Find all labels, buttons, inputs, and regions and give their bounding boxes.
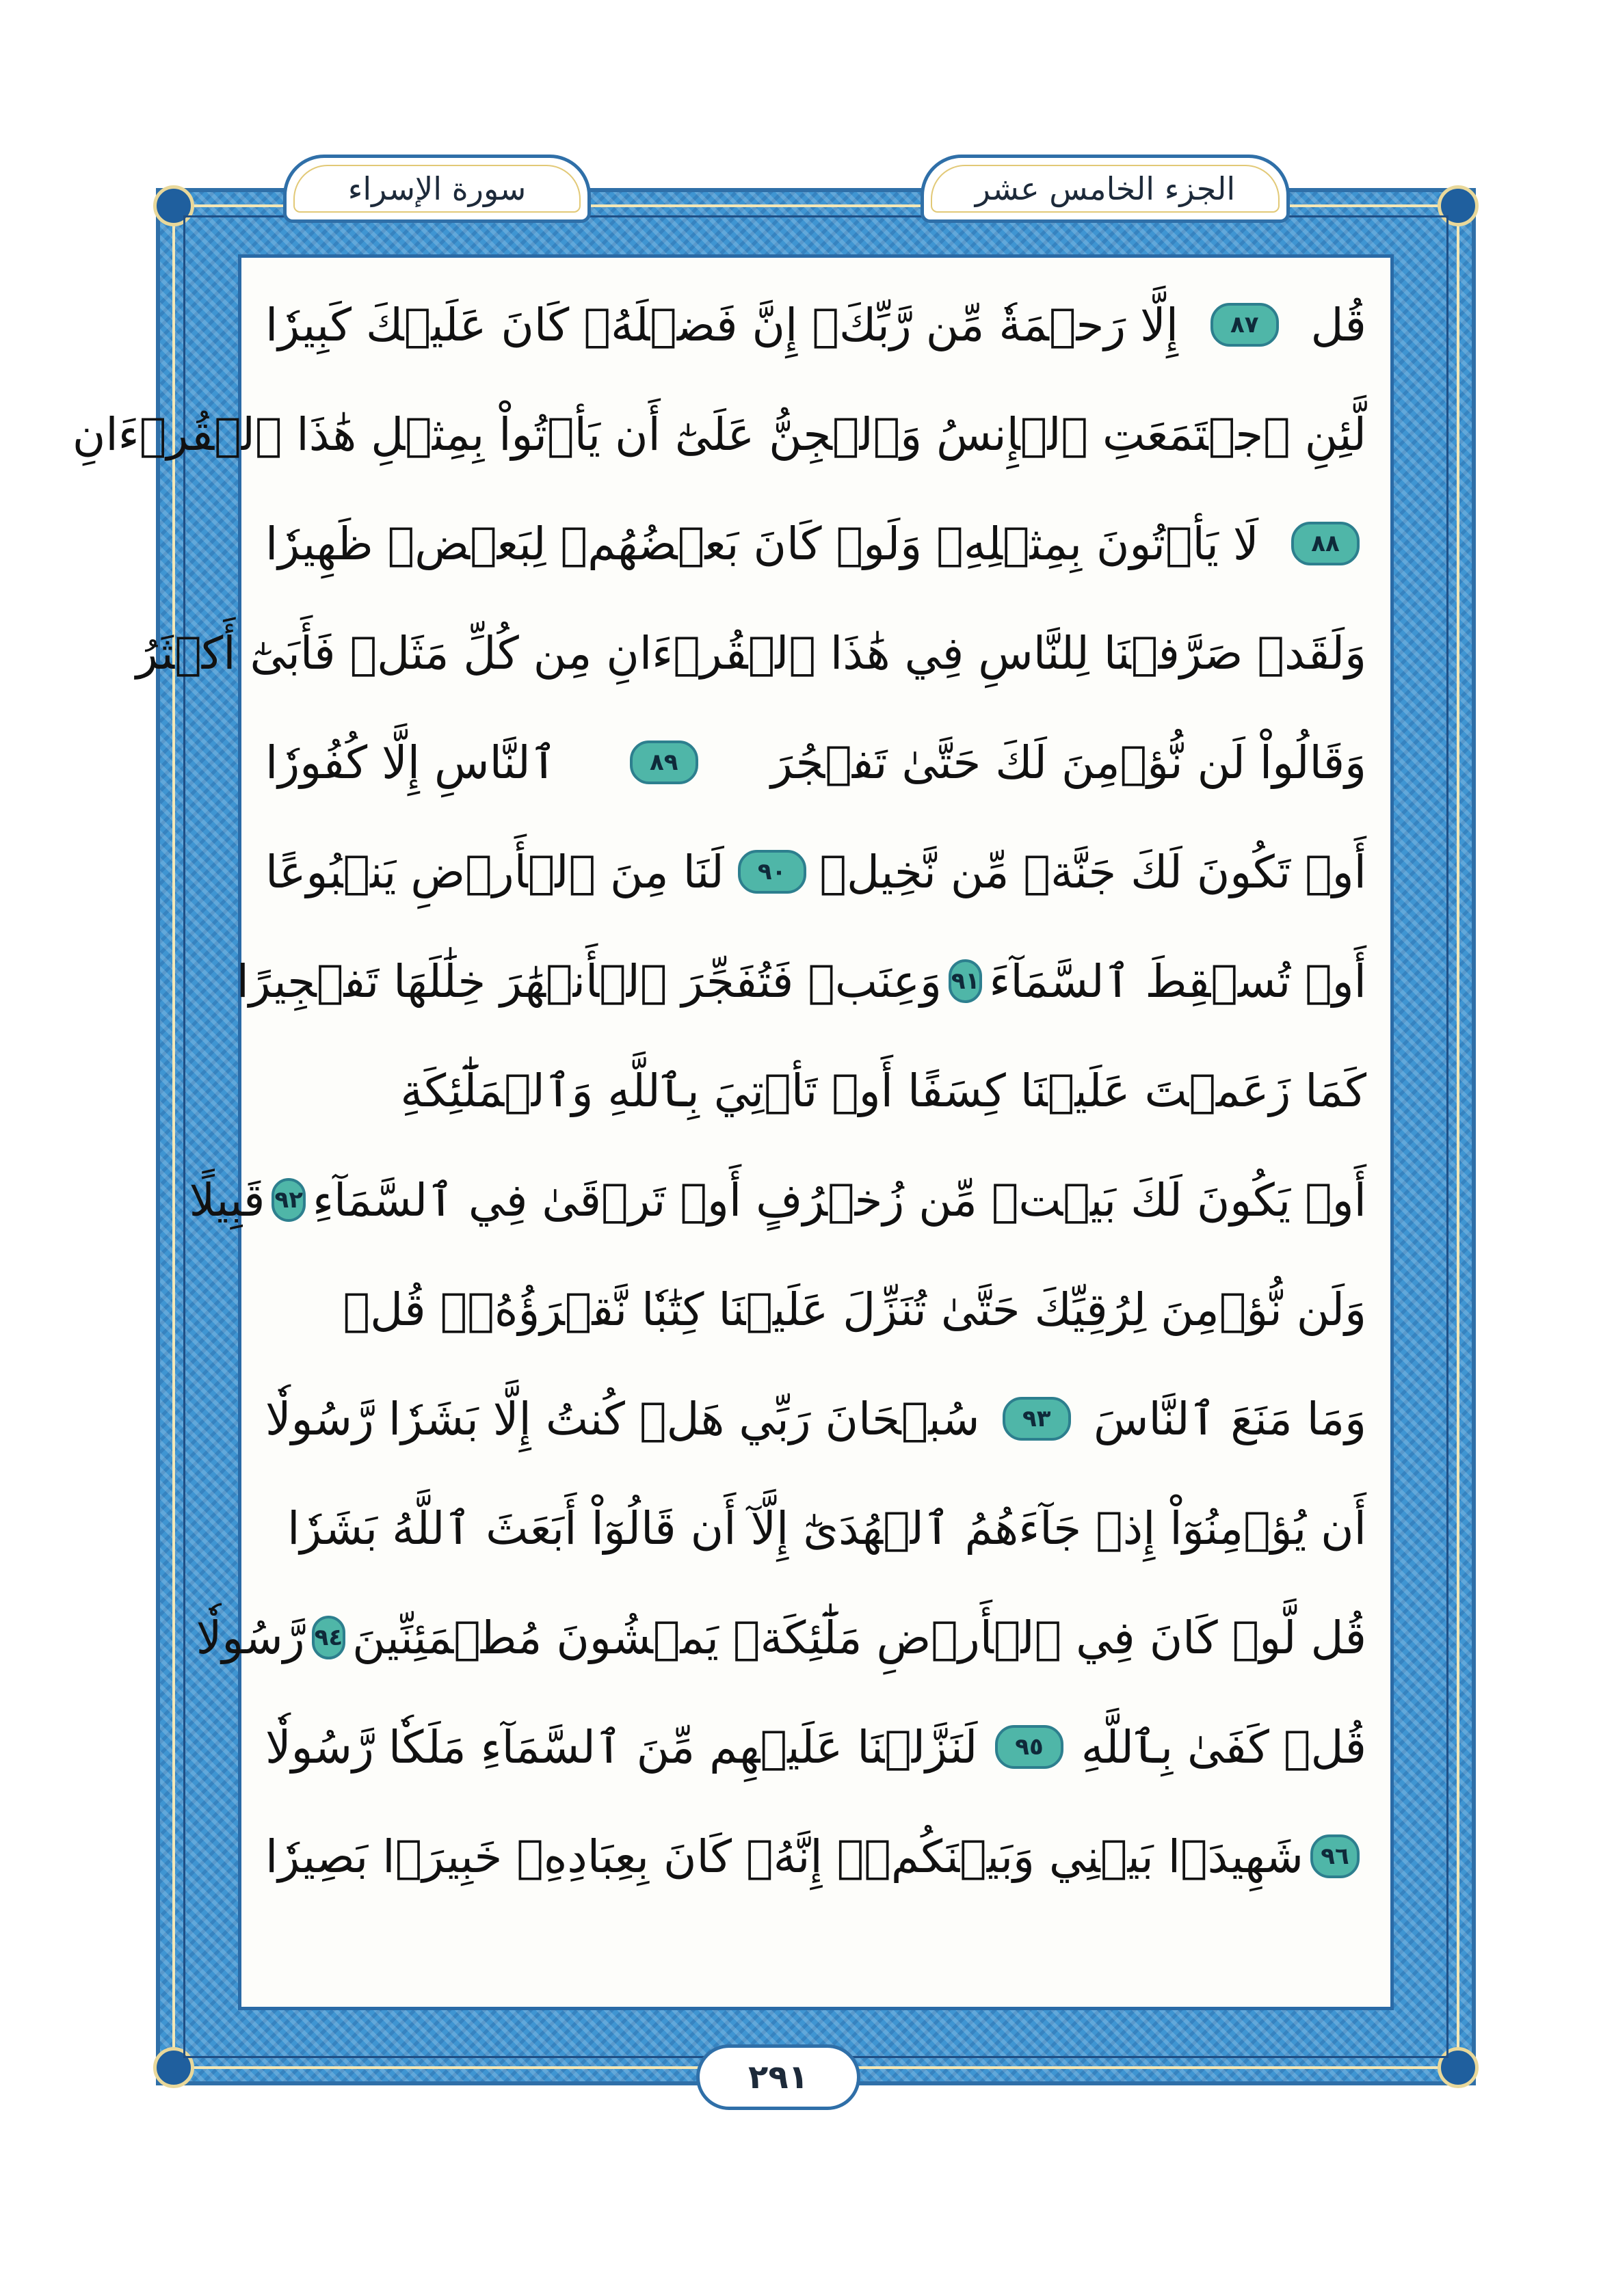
verse-text: أَوۡ تُسۡقِطَ ٱلسَّمَآءَ <box>989 955 1366 1008</box>
verse-number-marker: ٨٩ <box>630 740 698 784</box>
text-line <box>196 1583 1366 1692</box>
page-number-text: ٢٩١ <box>748 2058 808 2096</box>
text-line <box>236 926 1366 1036</box>
page-number <box>696 2044 860 2110</box>
verse-text: ٱلنَّاسِ إِلَّا كُفُورٗا <box>265 736 557 789</box>
verse-text: لَنَا مِنَ ٱلۡأَرۡضِ يَنۢبُوعًا <box>265 845 724 898</box>
text-line <box>265 1036 1366 1145</box>
text-line <box>265 1802 1366 1911</box>
verse-number-marker: ٩٣ <box>1003 1397 1071 1441</box>
corner-ornament-icon <box>153 185 194 226</box>
verse-number-marker: ٨٧ <box>1210 303 1279 347</box>
juz-title <box>921 155 1290 223</box>
text-line <box>265 1473 1366 1583</box>
verse-text: إِلَّا رَحۡمَةٗ مِّن رَّبِّكَۚ إِنَّ فَضۡلَهُۥ كَانَ عَلَيۡكَ كَبِيرٗا <box>265 298 1179 351</box>
text-line <box>265 1255 1366 1364</box>
corner-ornament-icon <box>153 2047 194 2088</box>
text-line <box>265 489 1366 598</box>
verse-text: شَهِيدَۢا بَيۡنِي وَبَيۡنَكُمۡۚ إِنَّهُۥ كَانَ بِعِبَادِهِۦ خَبِيرَۢا بَصِيرٗا <box>265 1830 1304 1883</box>
verse-text: وَقَالُواْ لَن نُّؤۡمِنَ لَكَ حَتَّىٰ تَفۡجُرَ <box>771 736 1366 789</box>
text-line <box>265 817 1366 926</box>
text-line <box>135 598 1366 708</box>
verse-text: وَعِنَبٖ فَتُفَجِّرَ ٱلۡأَنۡهَٰرَ خِلَٰلَهَا تَفۡجِيرًا <box>236 955 942 1008</box>
text-line <box>72 379 1366 489</box>
verse-text: أَوۡ يَكُونَ لَكَ بَيۡتٞ مِّن زُخۡرُفٍ أَوۡ تَرۡقَىٰ فِي ٱلسَّمَآءِ <box>312 1173 1366 1227</box>
verse-text: قُل لَّوۡ كَانَ فِي ٱلۡأَرۡضِ مَلَٰٓئِكَةٞ يَمۡشُونَ مُطۡمَئِنِّينَ <box>352 1611 1366 1664</box>
quran-text <box>72 270 1366 1911</box>
verse-text: وَلَن نُّؤۡمِنَ لِرُقِيِّكَ حَتَّىٰ تُنَزِّلَ عَلَيۡنَا كِتَٰبٗا نَّقۡرَؤُهُۥۗ قُلۡ <box>343 1283 1366 1336</box>
verse-text: لَا يَأۡتُونَ بِمِثۡلِهِۦ وَلَوۡ كَانَ بَعۡضُهُمۡ لِبَعۡضٖ ظَهِيرٗا <box>265 517 1259 570</box>
verse-text: قُلۡ كَفَىٰ بِٱللَّهِ <box>1081 1720 1366 1774</box>
verse-text: وَمَا مَنَعَ ٱلنَّاسَ <box>1093 1392 1366 1445</box>
verse-text: لَنَزَّلۡنَا عَلَيۡهِم مِّنَ ٱلسَّمَآءِ مَلَكٗا رَّسُولٗا <box>265 1720 978 1774</box>
text-line <box>265 1364 1366 1473</box>
corner-ornament-icon <box>1438 185 1479 226</box>
verse-number-marker: ٩١ <box>949 959 983 1003</box>
text-line <box>265 1692 1366 1802</box>
text-line <box>189 1145 1366 1255</box>
verse-text: قَبِيلًا <box>189 1173 265 1227</box>
verse-text: قُل <box>1310 298 1366 351</box>
juz-title-text: الجزء الخامس عشر <box>975 170 1236 207</box>
text-line <box>265 708 1366 817</box>
verse-number-marker: ٩٦ <box>1310 1834 1360 1878</box>
verse-text: لَّئِنِ ٱجۡتَمَعَتِ ٱلۡإِنسُ وَٱلۡجِنُّ عَلَىٰٓ أَن يَأۡتُواْ بِمِثۡلِ هَٰذَا ٱلۡقُرۡءَانِ <box>72 408 1366 461</box>
surah-title <box>283 155 591 223</box>
verse-number-marker: ٩٥ <box>995 1725 1063 1769</box>
verse-text: أَوۡ تَكُونَ لَكَ جَنَّةٞ مِّن نَّخِيلٖ <box>819 845 1366 898</box>
verse-number-marker: ٩٤ <box>312 1616 346 1659</box>
verse-number-marker: ٨٨ <box>1291 522 1360 565</box>
text-line <box>265 270 1366 379</box>
verse-number-marker: ٩٠ <box>738 850 806 894</box>
verse-text: رَّسُولٗا <box>196 1611 305 1664</box>
verse-text: أَن يُؤۡمِنُوٓاْ إِذۡ جَآءَهُمُ ٱلۡهُدَىٰٓ إِلَّآ أَن قَالُوٓاْ أَبَعَثَ ٱللَّهُ بَشَرٗا <box>287 1501 1366 1555</box>
verse-text: وَلَقَدۡ صَرَّفۡنَا لِلنَّاسِ فِي هَٰذَا ٱلۡقُرۡءَانِ مِن كُلِّ مَثَلٖ فَأَبَىٰٓ أَكۡثَرُ <box>135 626 1366 680</box>
verse-text: كَمَا زَعَمۡتَ عَلَيۡنَا كِسَفًا أَوۡ تَأۡتِيَ بِٱللَّهِ وَٱلۡمَلَٰٓئِكَةِ <box>400 1064 1366 1117</box>
verse-text: سُبۡحَانَ رَبِّي هَلۡ كُنتُ إِلَّا بَشَرٗا رَّسُولٗا <box>265 1392 980 1445</box>
verse-number-marker: ٩٢ <box>272 1178 306 1222</box>
surah-title-text: سورة الإسراء <box>347 170 527 207</box>
corner-ornament-icon <box>1438 2047 1479 2088</box>
